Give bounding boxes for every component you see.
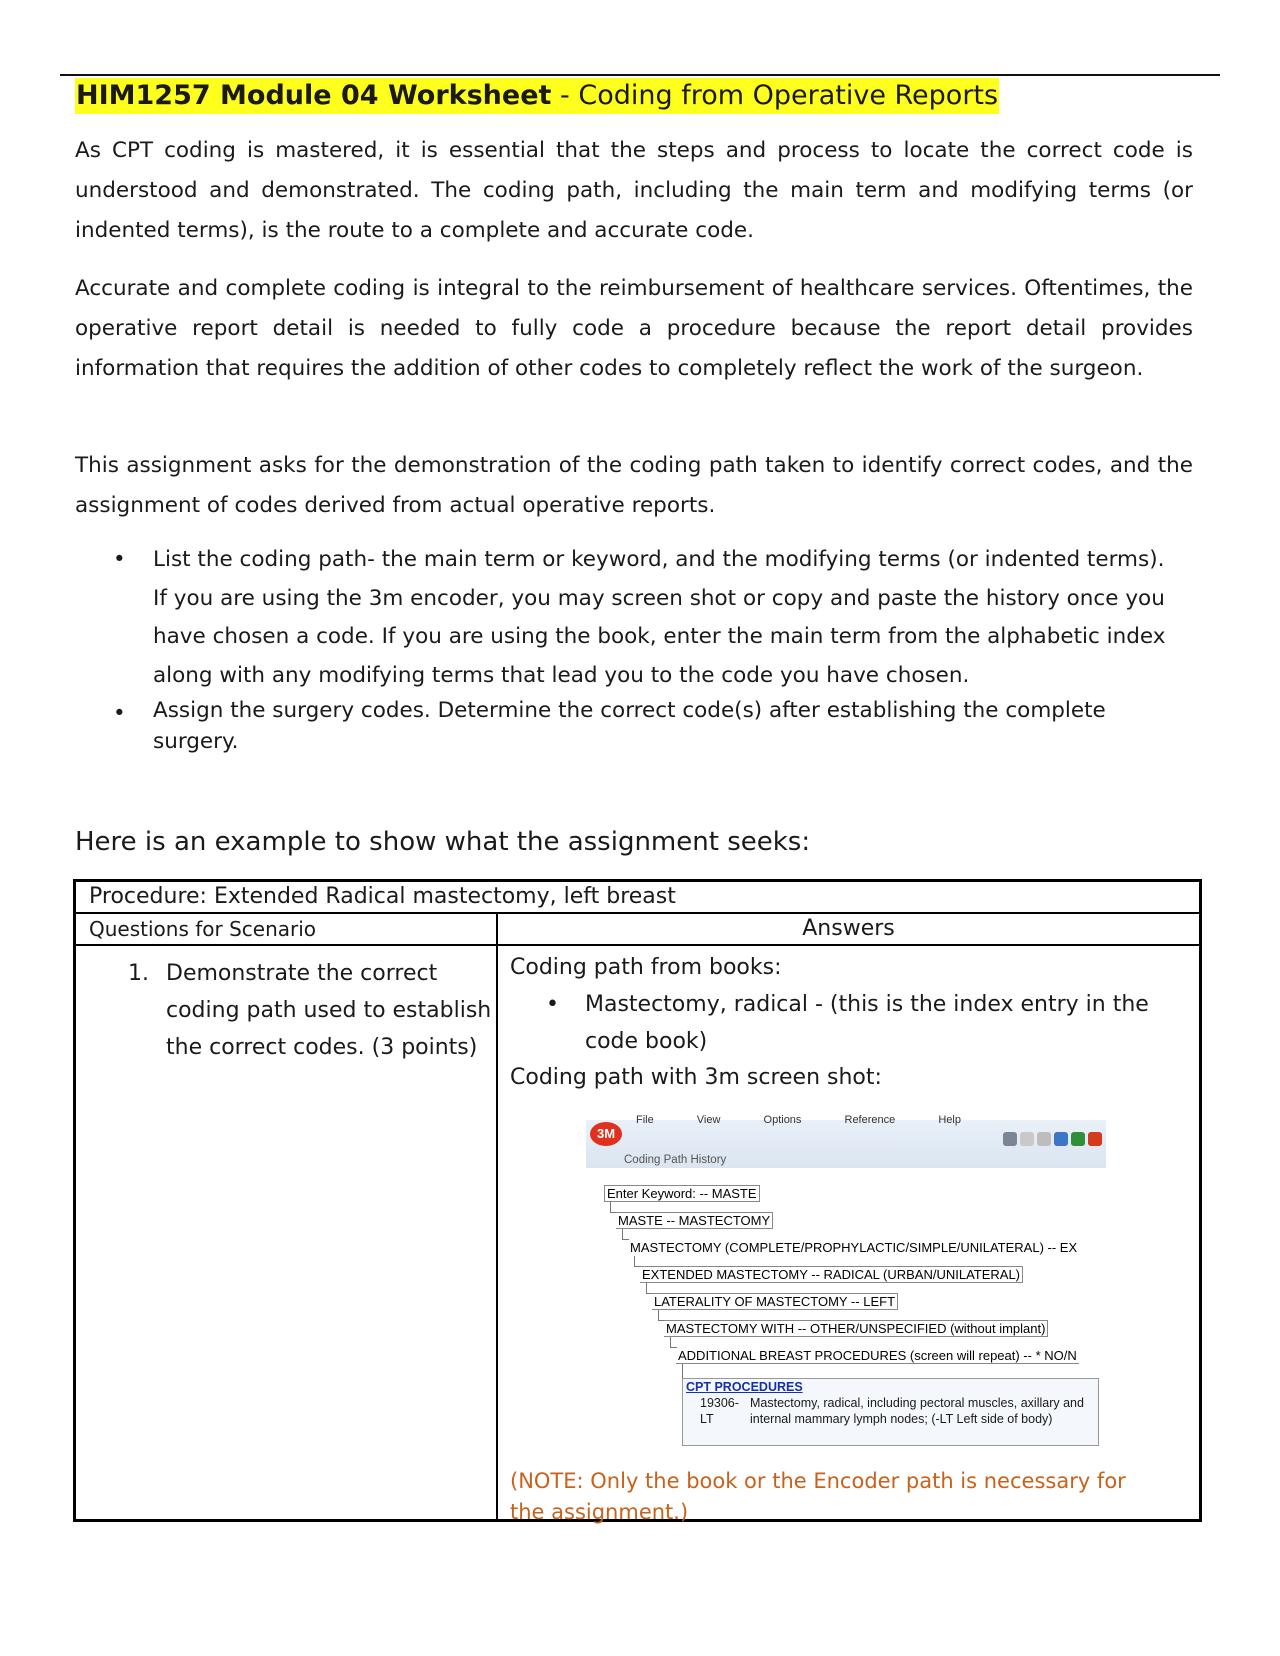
path-node bbox=[616, 1213, 773, 1229]
books-item bbox=[510, 986, 1199, 1060]
path-node-text: MASTECTOMY WITH -- OTHER/UNSPECIFIED (without implant) bbox=[664, 1320, 1048, 1337]
questions-header: Questions for Scenario bbox=[75, 913, 498, 945]
example-table bbox=[73, 879, 1202, 1522]
list-item bbox=[110, 695, 1185, 757]
list-item-text: List the coding path- the main term or keyword, and the modifying terms (or indented terms). If you are using the 3m encoder, you may screen shot or copy and paste the history once you have chosen a code. If you are using the book, enter the main term from the alphabetic index along with any modifying terms that lead you to the code you have chosen. bbox=[153, 547, 1166, 688]
cpt-result-row bbox=[683, 1395, 1098, 1427]
path-connector bbox=[622, 1229, 629, 1240]
cpt-code-number: 19306- bbox=[700, 1396, 739, 1410]
cpt-description: Mastectomy, radical, including pectoral muscles, axillary and internal mammary lymph nodes; (-LT Left side of body) bbox=[750, 1396, 1084, 1426]
menu-options: Options bbox=[763, 1114, 802, 1126]
print-icon bbox=[1003, 1132, 1017, 1146]
books-label: Coding path from books: bbox=[510, 955, 782, 980]
menu-help: Help bbox=[938, 1114, 961, 1126]
menu-reference: Reference bbox=[844, 1114, 896, 1126]
path-node-text: MASTE -- MASTECTOMY bbox=[616, 1212, 773, 1229]
cpt-code-modifier: LT bbox=[700, 1412, 714, 1426]
path-connector bbox=[670, 1337, 677, 1348]
assignment-paragraph: This assignment asks for the demonstration of the coding path taken to identify correct codes, and the assignment of codes derived from actual operative reports. bbox=[75, 453, 1193, 518]
coding-path-tab: Coding Path History bbox=[624, 1154, 727, 1166]
path-node bbox=[676, 1348, 1106, 1364]
path-node bbox=[652, 1294, 898, 1310]
menu-file: File bbox=[636, 1114, 654, 1126]
menu-view: View bbox=[696, 1114, 721, 1126]
answer-cell bbox=[497, 945, 1201, 1524]
copy-icon bbox=[1020, 1132, 1034, 1146]
reimbursement-paragraph: Accurate and complete coding is integral to the reimbursement of healthcare services. Oftentimes, the operative report detail is needed to fully code a procedure because the report detail provides information that requires the addition of other codes to completely reflect the work of the surgeon. bbox=[75, 276, 1193, 381]
question-text: Demonstrate the correct coding path used to establish the correct codes. (3 points) bbox=[166, 961, 492, 1060]
path-node-text: LATERALITY OF MASTECTOMY -- LEFT bbox=[652, 1293, 898, 1310]
page-title bbox=[75, 78, 999, 114]
3m-logo: 3M bbox=[590, 1122, 622, 1146]
encoder-label: Coding path with 3m screen shot: bbox=[510, 1065, 882, 1090]
list-item bbox=[110, 541, 1185, 695]
intro-paragraph: As CPT coding is mastered, it is essential that the steps and process to locate the correct code is understood and demonstrated. The coding path, including the main term and modifying terms (or indented terms), is the route to a complete and accurate code. bbox=[75, 138, 1193, 243]
path-node-text: Enter Keyword: -- MASTE bbox=[604, 1185, 760, 1202]
path-node-text: MASTECTOMY (COMPLETE/PROPHYLACTIC/SIMPLE/UNILATERAL) -- EX bbox=[630, 1240, 1078, 1255]
cpt-result-box bbox=[682, 1378, 1099, 1446]
help-icon bbox=[1054, 1132, 1068, 1146]
cpt-code bbox=[683, 1395, 750, 1427]
path-node bbox=[664, 1321, 1048, 1337]
path-node-text: EXTENDED MASTECTOMY -- RADICAL (URBAN/UNILATERAL) bbox=[640, 1266, 1023, 1283]
user-icon bbox=[1037, 1132, 1051, 1146]
bullet-symbol: • bbox=[546, 992, 559, 1017]
note-text: (NOTE: Only the book or the Encoder path is necessary for the assignment.) bbox=[510, 1469, 1126, 1524]
question-item bbox=[76, 946, 496, 1066]
cpt-procedures-link[interactable]: CPT PROCEDURES bbox=[686, 1380, 803, 1394]
question-cell bbox=[75, 945, 498, 1521]
path-node bbox=[640, 1267, 1023, 1283]
encoder-menu bbox=[636, 1114, 1001, 1126]
procedure-cell: Procedure: Extended Radical mastectomy, left breast bbox=[75, 881, 1201, 914]
encoder-screenshot bbox=[586, 1114, 1106, 1446]
example-heading: Here is an example to show what the assignment seeks: bbox=[75, 827, 811, 857]
answers-header: Answers bbox=[497, 913, 1201, 945]
path-node bbox=[604, 1186, 760, 1202]
question-number: 1. bbox=[128, 961, 149, 986]
bullet-symbol: • bbox=[113, 547, 126, 572]
top-rule bbox=[60, 74, 1220, 76]
title-subtitle: - Coding from Operative Reports bbox=[551, 80, 999, 111]
bullet-symbol: • bbox=[113, 701, 126, 726]
toolbar-icons bbox=[1003, 1132, 1102, 1146]
instruction-list bbox=[110, 541, 1185, 757]
books-item-text: Mastectomy, radical - (this is the index entry in the code book) bbox=[585, 992, 1149, 1054]
title-bold: HIM1257 Module 04 Worksheet bbox=[76, 80, 552, 111]
exit-icon bbox=[1088, 1132, 1102, 1146]
list-item-text: Assign the surgery codes. Determine the correct code(s) after establishing the complete surgery. bbox=[153, 698, 1106, 754]
encoder-toolbar bbox=[586, 1114, 1106, 1168]
book-icon bbox=[1071, 1132, 1085, 1146]
path-node bbox=[628, 1240, 1106, 1256]
path-node-text: ADDITIONAL BREAST PROCEDURES (screen will repeat) -- * NO/N bbox=[678, 1348, 1077, 1363]
